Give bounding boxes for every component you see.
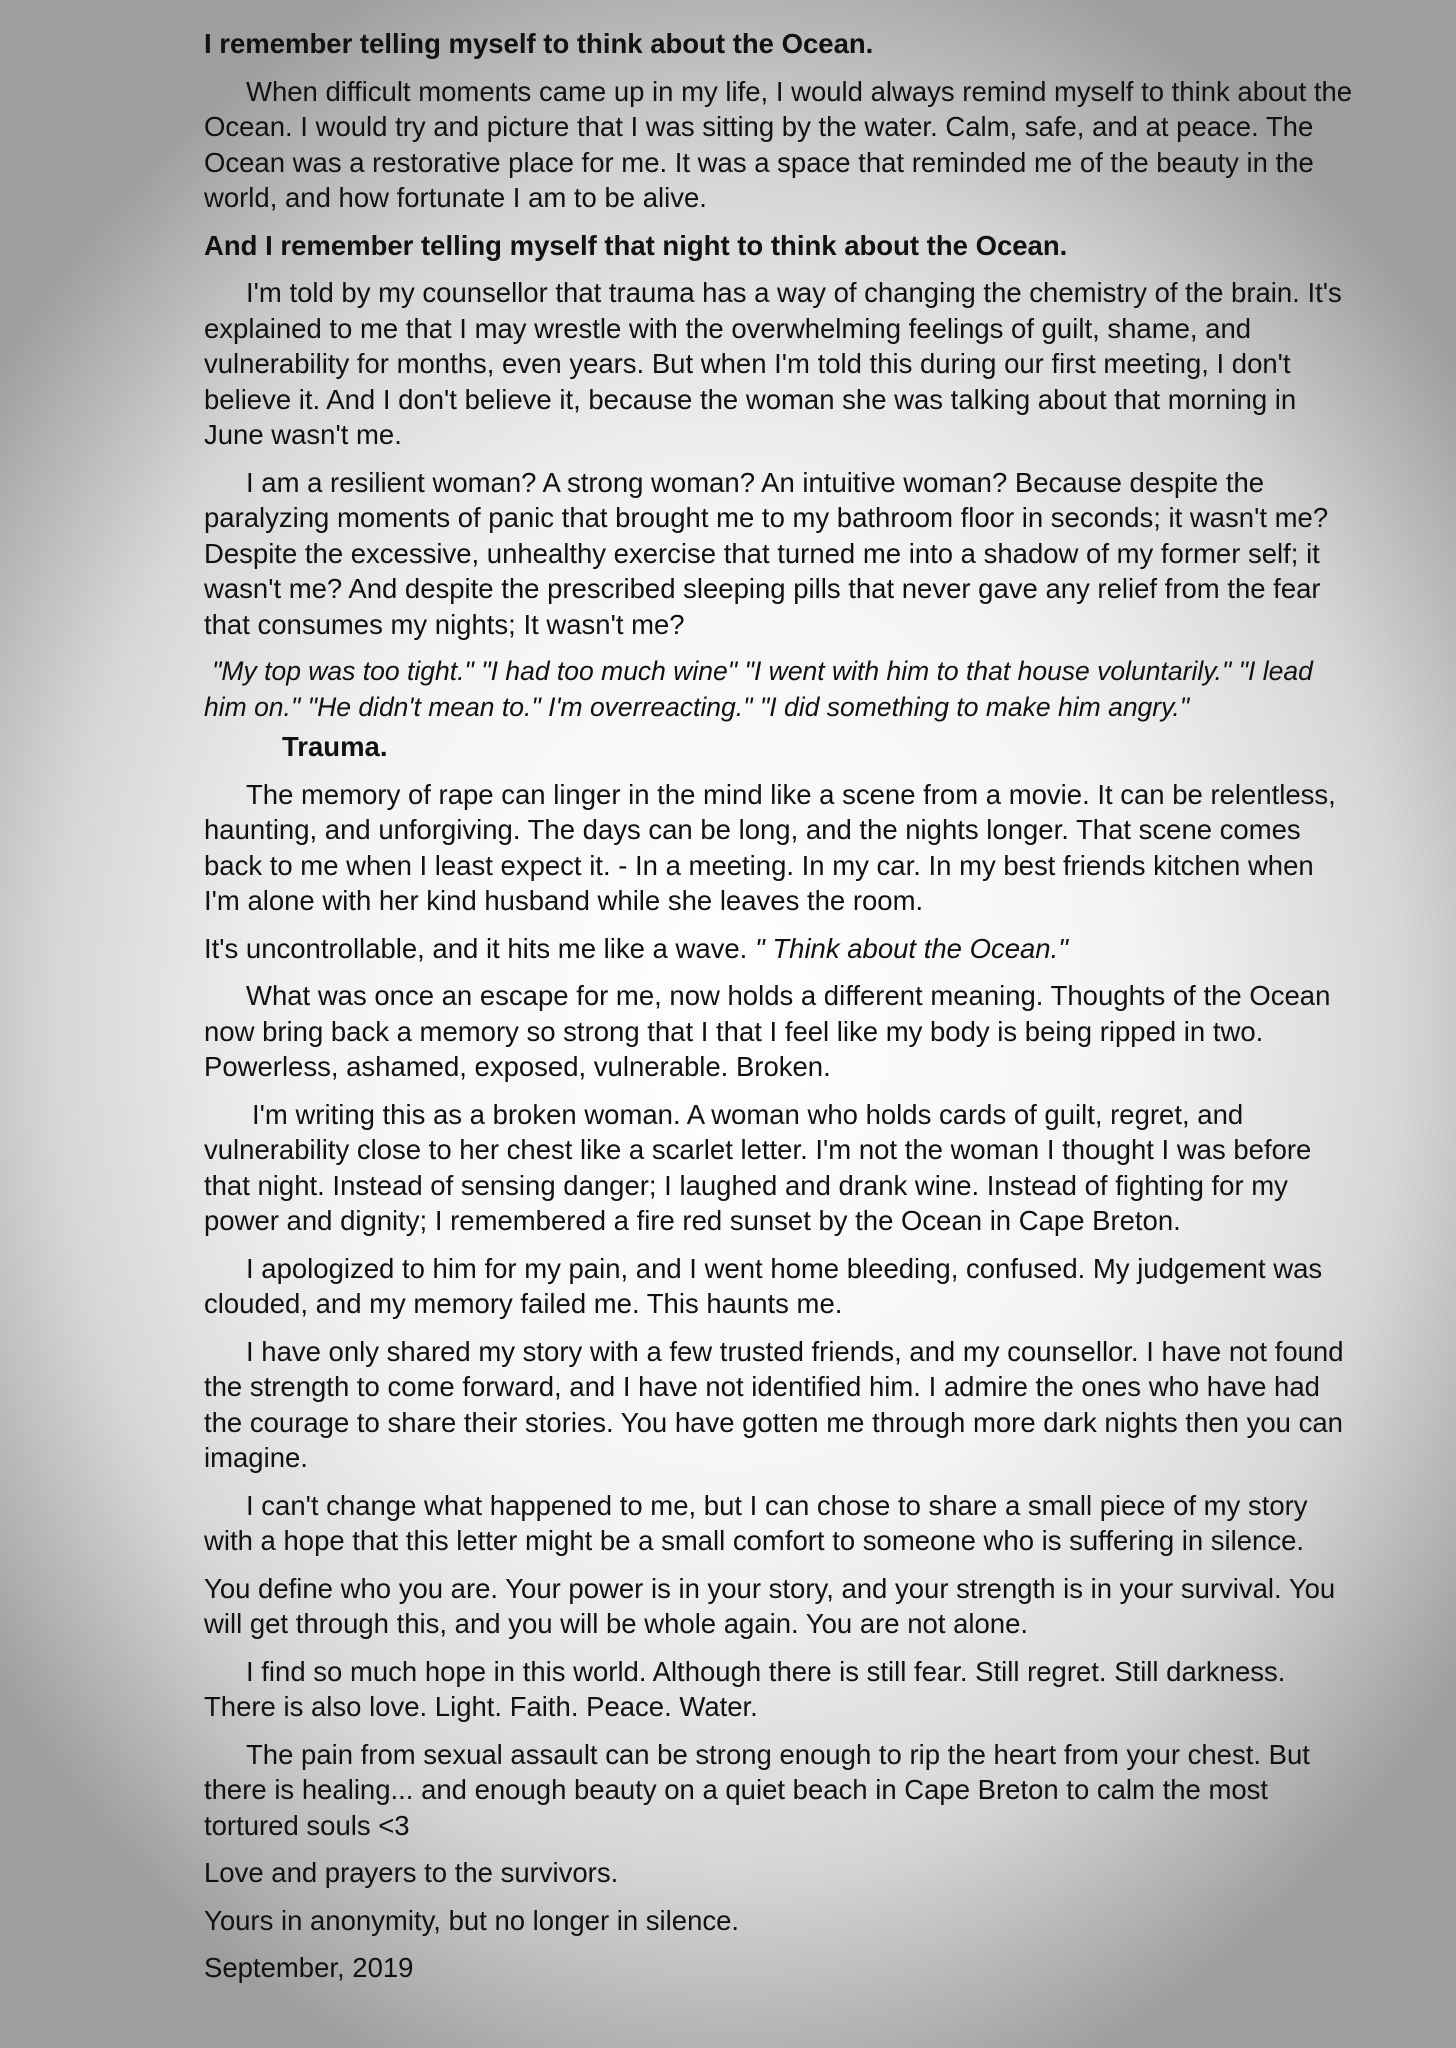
uncontrollable-text: It's uncontrollable, and it hits me like a wave. [204, 932, 748, 964]
paragraph-memory-of-rape: The memory of rape can linger in the mind like a scene from a movie. It can be relentless, haunting, and unforgiving. The days can be long, and the nights longer. That scene comes back to me when I least expect it. - In a meeting. In my car. In my best friends kitchen when I'm alone with her kind husband while she leaves the room. [204, 778, 1336, 916]
paragraph-define-who-you-are: You define who you are. Your power is in your story, and your strength is in your survival. You will get through this, and you will be whole again. You are not alone. [204, 1572, 1336, 1639]
quotes-paragraph: "My top was too tight." "I had too much wine" "I went with him to that house voluntarily." "I lead him on." "He didn't mean to." I'm overreacting." "I did something to make him angry." [204, 656, 1313, 722]
letter-body [204, 26, 1354, 1998]
paragraph-hope: I find so much hope in this world. Although there is still fear. Still regret. Still darkness. There is also love. Light. Faith. Peace. Water. [204, 1655, 1286, 1722]
letter-date: September, 2019 [204, 1952, 414, 1983]
trauma-label: Trauma. [282, 731, 388, 762]
closing-anonymity: Yours in anonymity, but no longer in silence. [204, 1904, 740, 1936]
paragraph-counsellor: I'm told by my counsellor that trauma has a way of changing the chemistry of the brain. It's explained to me that I may wrestle with the overwhelming feelings of guilt, shame, and vulnerability for months, even years. But when I'm told this during our first meeting, I don't believe it. And I don't believe it, because the woman she was talking about that morning in June wasn't me. [204, 277, 1342, 450]
paragraph-healing: The pain from sexual assault can be strong enough to rip the heart from your chest. But there is healing... and enough beauty on a quiet beach in Cape Breton to calm the most tortured souls <3 [204, 1738, 1310, 1841]
heading-think-about-ocean: I remember telling myself to think about the Ocean. [204, 28, 874, 59]
paragraph-broken-woman: I'm writing this as a broken woman. A woman who holds cards of guilt, regret, and vulnerability close to her chest like a scarlet letter. I'm not the woman I thought I was before that night. Instead of sensing danger; I laughed and drank wine. Instead of fighting for my power and dignity; I remembered a fire red sunset by the Ocean in Cape Breton. [204, 1098, 1312, 1236]
paragraph-difficult-moments: When difficult moments came up in my life, I would always remind myself to think about the Ocean. I would try and picture that I was sitting by the water. Calm, safe, and at peace. The Ocean was a restorative place for me. It was a space that reminded me of the beauty in the world, and how fortunate I am to be alive. [204, 75, 1353, 213]
paragraph-apologized: I apologized to him for my pain, and I went home bleeding, confused. My judgement was clouded, and my memory failed me. This haunts me. [204, 1252, 1323, 1319]
paragraph-uncontrollable [204, 931, 1354, 967]
paragraph-shared-story: I have only shared my story with a few trusted friends, and my counsellor. I have not found the strength to come forward, and I have not identified him. I admire the ones who have had the courage to share their stories. You have gotten me through more dark nights then you can imagine. [204, 1335, 1344, 1473]
paragraph-resilient-woman: I am a resilient woman? A strong woman? An intuitive woman? Because despite the paralyzing moments of panic that brought me to my bathroom floor in seconds; it wasn't me? Despite the excessive, unhealthy exercise that turned me into a shadow of my former self; it wasn't me? And despite the prescribed sleeping pills that never gave any relief from the fear that consumes my nights; It wasn't me? [204, 466, 1329, 640]
closing-love-and-prayers: Love and prayers to the survivors. [204, 1857, 619, 1888]
paragraph-escape: What was once an escape for me, now holds a different meaning. Thoughts of the Ocean now bring back a memory so strong that I that I feel like my body is being ripped in two. Powerless, ashamed, exposed, vulnerable. Broken. [204, 980, 1331, 1082]
paragraph-cant-change: I can't change what happened to me, but I can chose to share a small piece of my story with a hope that this letter might be a small comfort to someone who is suffering in silence. [204, 1489, 1308, 1556]
heading-that-night: And I remember telling myself that night to think about the Ocean. [204, 229, 1068, 261]
think-about-ocean-quote: " Think about the Ocean." [754, 932, 1068, 964]
